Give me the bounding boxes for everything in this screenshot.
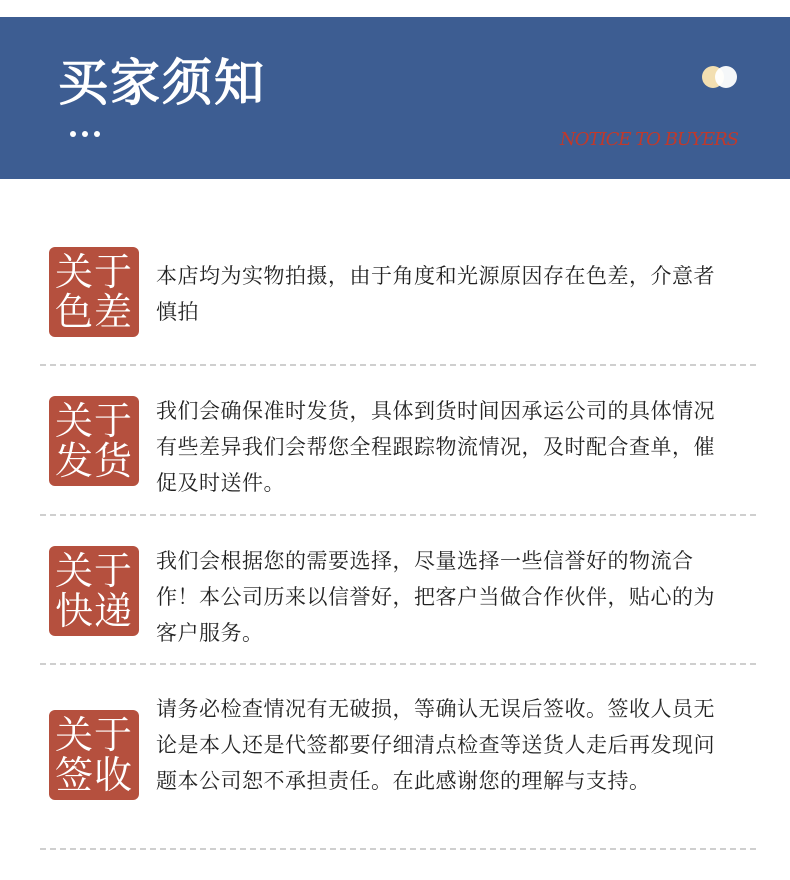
divider <box>40 364 756 366</box>
page-subtitle: NOTICE TO BUYERS <box>559 129 738 150</box>
badge-shipping <box>49 396 139 486</box>
divider <box>40 848 756 850</box>
badge-line1: 关于 <box>54 549 133 593</box>
dot-icon <box>70 131 76 137</box>
badge-courier <box>49 546 139 636</box>
decorative-dots <box>70 131 100 137</box>
badge-line2: 快递 <box>54 589 133 633</box>
page-title: 买家须知 <box>58 54 266 112</box>
badge-line2: 发货 <box>54 439 133 483</box>
divider <box>40 663 756 665</box>
circle-icon <box>715 66 737 88</box>
dot-icon <box>94 131 100 137</box>
section-text-signing: 请务必检查情况有无破损，等确认无误后签收。签收人员无论是本人还是代签都要仔细清点检查等送货人走后再发现问题本公司恕不承担责任。在此感谢您的理解与支持。 <box>156 697 715 793</box>
divider <box>40 514 756 516</box>
badge-signing <box>49 710 139 800</box>
section-text-color-difference: 本店均为实物拍摄，由于角度和光源原因存在色差，介意者慎拍 <box>156 264 715 324</box>
badge-color-difference <box>49 247 139 337</box>
badge-line1: 关于 <box>54 250 133 294</box>
decorative-circles-icon <box>702 66 742 90</box>
section-text-shipping: 我们会确保准时发货，具体到货时间因承运公司的具体情况有些差异我们会帮您全程跟踪物流情况，及时配合查单，催促及时送件。 <box>156 399 715 495</box>
header-banner <box>0 17 790 179</box>
badge-line1: 关于 <box>54 713 133 757</box>
badge-line1: 关于 <box>54 399 133 443</box>
dot-icon <box>82 131 88 137</box>
badge-line2: 签收 <box>54 753 133 797</box>
section-text-courier: 我们会根据您的需要选择，尽量选择一些信誉好的物流合作！本公司历来以信誉好，把客户当做合作伙伴，贴心的为客户服务。 <box>156 549 715 645</box>
badge-line2: 色差 <box>54 290 133 334</box>
